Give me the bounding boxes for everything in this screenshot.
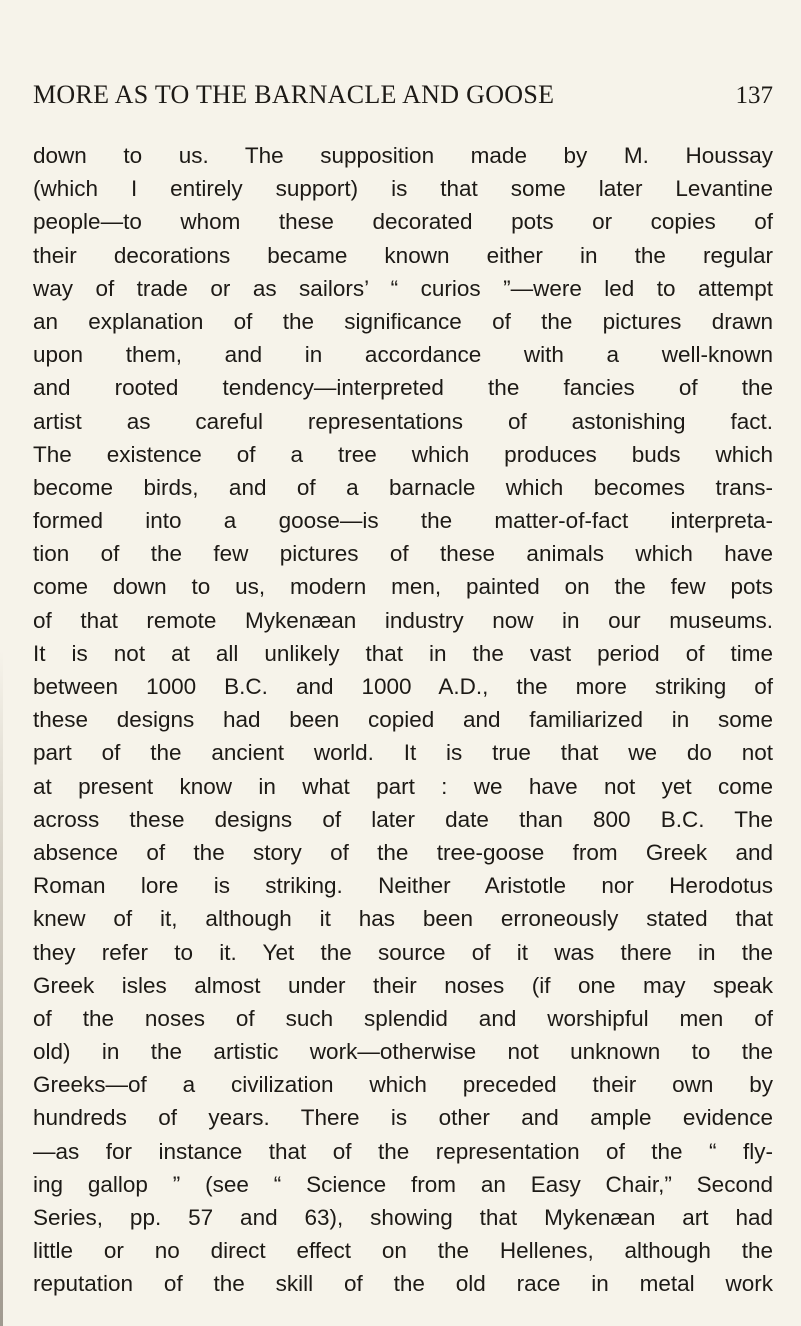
running-title: MORE AS TO THE BARNACLE AND GOOSE: [33, 80, 555, 109]
text-line: Greek isles almost under their noses (if one may speak: [33, 972, 773, 998]
text-line: knew of it, although it has been erroneously stated that: [33, 906, 773, 932]
text-line: Series, pp. 57 and 63), showing that Mykenæan art had: [33, 1205, 773, 1230]
text-line: these designs had been copied and familiarized in some: [33, 707, 773, 733]
text-line: ing gallop ” (see “ Science from an Easy Chair,” Second: [33, 1171, 773, 1197]
text-line: Greeks—of a civilization which preceded their own by: [33, 1072, 773, 1098]
text-line: formed into a goose—is the matter-of-fact interpreta-: [33, 508, 773, 534]
text-line: tion of the few pictures of these animals which have: [33, 541, 773, 567]
text-line: of the noses of such splendid and worshipful men of: [33, 1005, 773, 1031]
text-line: part of the ancient world. It is true that we do not: [33, 740, 773, 766]
text-line: between 1000 B.C. and 1000 A.D., the more striking of: [33, 674, 773, 699]
text-line: The existence of a tree which produces buds which: [33, 441, 773, 467]
binding-shadow: [0, 650, 3, 1326]
text-line: they refer to it. Yet the source of it was there in the: [33, 939, 773, 965]
text-line: of that remote Mykenæan industry now in our museums.: [33, 607, 773, 633]
text-line: artist as careful representations of astonishing fact.: [33, 408, 773, 434]
text-line: absence of the story of the tree-goose from Greek and: [33, 839, 773, 865]
text-line: become birds, and of a barnacle which becomes trans-: [33, 474, 773, 500]
text-line: across these designs of later date than 800 B.C. The: [33, 806, 773, 832]
text-line: It is not at all unlikely that in the vast period of time: [33, 640, 773, 666]
body-text: [33, 139, 773, 1301]
page-number: 137: [735, 82, 773, 109]
text-line: —as for instance that of the representation of the “ fly-: [33, 1138, 773, 1164]
text-line: come down to us, modern men, painted on the few pots: [33, 574, 773, 600]
text-line: reputation of the skill of the old race in metal work: [33, 1271, 773, 1297]
text-line: down to us. The supposition made by M. Houssay: [33, 143, 773, 168]
text-line: Roman lore is striking. Neither Aristotle nor Herodotus: [33, 873, 773, 899]
text-line: their decorations became known either in the regular: [33, 242, 773, 268]
text-line: little or no direct effect on the Hellenes, although the: [33, 1238, 773, 1264]
text-line: at present know in what part : we have not yet come: [33, 773, 773, 799]
text-line: people—to whom these decorated pots or copies of: [33, 209, 773, 235]
text-line: and rooted tendency—interpreted the fancies of the: [33, 375, 773, 401]
running-head: [33, 80, 773, 116]
text-line: an explanation of the significance of the pictures drawn: [33, 308, 773, 334]
text-line: (which I entirely support) is that some later Levantine: [33, 176, 773, 202]
text-line: old) in the artistic work—otherwise not unknown to the: [33, 1039, 773, 1065]
text-line: hundreds of years. There is other and ample evidence: [33, 1105, 773, 1131]
text-line: way of trade or as sailors’ “ curios ”—were led to attempt: [33, 275, 773, 301]
text-line: upon them, and in accordance with a well-known: [33, 342, 773, 368]
